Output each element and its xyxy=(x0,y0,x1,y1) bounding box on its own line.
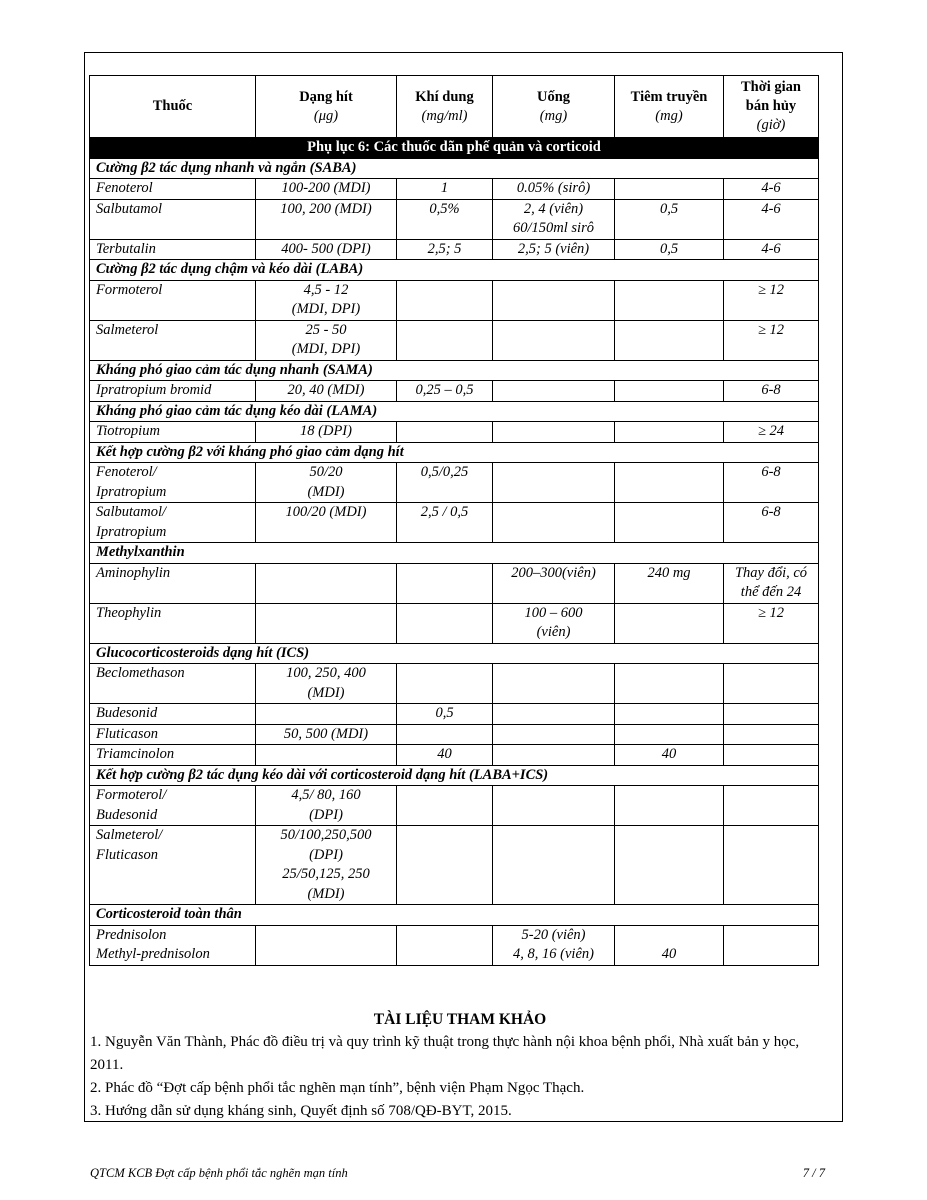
column-header xyxy=(90,76,256,138)
footer-doc-title: QTCM KCB Đợt cấp bệnh phổi tắc nghẽn mạn tính xyxy=(90,1166,348,1180)
table-row xyxy=(90,199,819,239)
cell-inhaled: 50/20 (MDI) xyxy=(256,463,397,503)
section-title: Kết hợp cường β2 tác dụng kéo dài với corticosteroid dạng hít (LABA+ICS) xyxy=(90,765,819,786)
cell-halflife: ≥ 12 xyxy=(724,320,819,360)
cell-injection xyxy=(615,320,724,360)
cell-oral xyxy=(493,724,615,745)
cell-halflife: ≥ 12 xyxy=(724,280,819,320)
column-header xyxy=(493,76,615,138)
cell-drug: Tiotropium xyxy=(90,422,256,443)
cell-halflife: Thay đổi, có thể đến 24 xyxy=(724,563,819,603)
table-row xyxy=(90,320,819,360)
column-header-unit: (mg) xyxy=(655,107,683,124)
cell-oral xyxy=(493,422,615,443)
cell-drug: Fenoterol/ Ipratropium xyxy=(90,463,256,503)
cell-inhaled: 400- 500 (DPI) xyxy=(256,239,397,260)
cell-nebulized xyxy=(397,422,493,443)
section-title: Kháng phó giao cảm tác dụng kéo dài (LAMA) xyxy=(90,401,819,422)
cell-drug: Formoterol/ Budesonid xyxy=(90,786,256,826)
cell-drug: Prednisolon Methyl-prednisolon xyxy=(90,925,256,965)
column-header-label: Dạng hít xyxy=(299,88,353,105)
cell-nebulized: 0,25 – 0,5 xyxy=(397,381,493,402)
section-title: Glucocorticosteroids dạng hít (ICS) xyxy=(90,643,819,664)
footer-page-number: 7 / 7 xyxy=(802,1166,825,1180)
cell-drug: Fenoterol xyxy=(90,179,256,200)
table-row xyxy=(90,563,819,603)
reference-item: 1. Nguyễn Văn Thành, Phác đồ điều trị và quy trình kỹ thuật trong thực hành nội khoa bệnh phổi, Nhà xuất bản y học, 2011. xyxy=(90,1034,800,1073)
column-header-label: Khí dung xyxy=(415,88,474,105)
section-title: Methylxanthin xyxy=(90,543,819,564)
table-row xyxy=(90,745,819,766)
cell-injection xyxy=(615,724,724,745)
cell-oral: 0.05% (sirô) xyxy=(493,179,615,200)
cell-inhaled xyxy=(256,563,397,603)
column-header-unit: (giờ) xyxy=(756,117,786,133)
cell-halflife xyxy=(724,786,819,826)
cell-drug: Salmeterol xyxy=(90,320,256,360)
cell-oral xyxy=(493,745,615,766)
cell-halflife xyxy=(724,664,819,704)
cell-drug: Terbutalin xyxy=(90,239,256,260)
column-header xyxy=(256,76,397,138)
page-footer xyxy=(90,1166,825,1181)
cell-inhaled xyxy=(256,745,397,766)
cell-halflife xyxy=(724,704,819,725)
cell-nebulized xyxy=(397,603,493,643)
column-header-unit: (μg) xyxy=(313,107,339,124)
cell-drug: Budesonid xyxy=(90,704,256,725)
cell-nebulized xyxy=(397,786,493,826)
cell-drug: Fluticason xyxy=(90,724,256,745)
cell-drug: Salmeterol/ Fluticason xyxy=(90,826,256,905)
table-row xyxy=(90,179,819,200)
cell-oral xyxy=(493,704,615,725)
cell-nebulized xyxy=(397,664,493,704)
references xyxy=(90,1008,830,1123)
cell-inhaled: 50/100,250,500 (DPI) 25/50,125, 250 (MDI) xyxy=(256,826,397,905)
section-title: Cường β2 tác dụng chậm và kéo dài (LABA) xyxy=(90,260,819,281)
table-row xyxy=(90,280,819,320)
cell-inhaled: 50, 500 (MDI) xyxy=(256,724,397,745)
column-header-label: Thuốc xyxy=(152,98,193,114)
cell-nebulized: 40 xyxy=(397,745,493,766)
cell-nebulized xyxy=(397,826,493,905)
cell-drug: Aminophylin xyxy=(90,563,256,603)
cell-injection: 0,5 xyxy=(615,239,724,260)
table-row xyxy=(90,664,819,704)
cell-nebulized xyxy=(397,925,493,965)
cell-injection xyxy=(615,179,724,200)
cell-injection xyxy=(615,704,724,725)
reference-item: 3. Hướng dẫn sử dụng kháng sinh, Quyết định số 708/QĐ-BYT, 2015. xyxy=(90,1103,512,1119)
column-header-label: Uống xyxy=(536,88,571,105)
section-title: Kháng phó giao cảm tác dụng nhanh (SAMA) xyxy=(90,360,819,381)
table-row xyxy=(90,704,819,725)
cell-halflife: 6-8 xyxy=(724,463,819,503)
cell-injection xyxy=(615,786,724,826)
section-row xyxy=(90,442,819,463)
cell-inhaled: 100, 250, 400 (MDI) xyxy=(256,664,397,704)
column-header-label: Tiêm truyền xyxy=(630,88,708,105)
cell-halflife: ≥ 24 xyxy=(724,422,819,443)
table-row xyxy=(90,826,819,905)
cell-oral: 2, 4 (viên) 60/150ml sirô xyxy=(493,199,615,239)
cell-halflife: 4-6 xyxy=(724,179,819,200)
cell-injection xyxy=(615,280,724,320)
cell-inhaled: 100-200 (MDI) xyxy=(256,179,397,200)
table-row xyxy=(90,422,819,443)
cell-nebulized: 0,5% xyxy=(397,199,493,239)
cell-oral xyxy=(493,786,615,826)
section-row xyxy=(90,401,819,422)
table-row xyxy=(90,503,819,543)
table-caption: Phụ lục 6: Các thuốc dãn phế quản và corticoid xyxy=(90,138,819,159)
cell-drug: Beclomethason xyxy=(90,664,256,704)
cell-halflife: 4-6 xyxy=(724,239,819,260)
cell-oral: 100 – 600 (viên) xyxy=(493,603,615,643)
section-row xyxy=(90,643,819,664)
cell-nebulized xyxy=(397,280,493,320)
column-header-unit: (mg) xyxy=(539,107,568,124)
cell-inhaled: 25 - 50 (MDI, DPI) xyxy=(256,320,397,360)
cell-oral xyxy=(493,463,615,503)
cell-nebulized xyxy=(397,563,493,603)
cell-injection xyxy=(615,381,724,402)
cell-drug: Theophylin xyxy=(90,603,256,643)
cell-injection xyxy=(615,422,724,443)
cell-halflife xyxy=(724,724,819,745)
section-title: Corticosteroid toàn thân xyxy=(90,905,819,926)
cell-inhaled: 20, 40 (MDI) xyxy=(256,381,397,402)
cell-halflife: 6-8 xyxy=(724,381,819,402)
cell-drug: Salbutamol/ Ipratropium xyxy=(90,503,256,543)
cell-drug: Formoterol xyxy=(90,280,256,320)
cell-injection xyxy=(615,463,724,503)
cell-halflife xyxy=(724,826,819,905)
cell-inhaled xyxy=(256,925,397,965)
cell-injection: 240 mg xyxy=(615,563,724,603)
cell-injection xyxy=(615,664,724,704)
cell-injection: 40 xyxy=(615,745,724,766)
cell-oral xyxy=(493,503,615,543)
cell-inhaled: 100, 200 (MDI) xyxy=(256,199,397,239)
table-row xyxy=(90,463,819,503)
cell-halflife: 4-6 xyxy=(724,199,819,239)
cell-injection: 40 xyxy=(615,925,724,965)
cell-nebulized: 0,5 xyxy=(397,704,493,725)
cell-oral: 5-20 (viên) 4, 8, 16 (viên) xyxy=(493,925,615,965)
table-row xyxy=(90,381,819,402)
column-header-label: Thời gian bán hủy xyxy=(740,79,801,114)
table-row xyxy=(90,786,819,826)
table-row xyxy=(90,925,819,965)
cell-oral: 200–300(viên) xyxy=(493,563,615,603)
column-header xyxy=(724,76,819,138)
column-header xyxy=(615,76,724,138)
references-title: TÀI LIỆU THAM KHẢO xyxy=(373,1011,547,1028)
cell-oral xyxy=(493,381,615,402)
cell-drug: Salbutamol xyxy=(90,199,256,239)
table-row xyxy=(90,603,819,643)
cell-inhaled: 18 (DPI) xyxy=(256,422,397,443)
section-row xyxy=(90,543,819,564)
reference-item: 2. Phác đồ “Đợt cấp bệnh phổi tắc nghẽn mạn tính”, bệnh viện Phạm Ngọc Thạch. xyxy=(90,1080,585,1096)
cell-inhaled: 4,5 - 12 (MDI, DPI) xyxy=(256,280,397,320)
cell-halflife: ≥ 12 xyxy=(724,603,819,643)
table-row xyxy=(90,724,819,745)
cell-nebulized: 0,5/0,25 xyxy=(397,463,493,503)
cell-halflife xyxy=(724,925,819,965)
cell-injection xyxy=(615,603,724,643)
table-row xyxy=(90,239,819,260)
cell-injection xyxy=(615,826,724,905)
cell-oral xyxy=(493,664,615,704)
cell-oral xyxy=(493,280,615,320)
cell-inhaled xyxy=(256,704,397,725)
cell-nebulized xyxy=(397,724,493,745)
cell-drug: Ipratropium bromid xyxy=(90,381,256,402)
cell-nebulized: 2,5 / 0,5 xyxy=(397,503,493,543)
cell-nebulized: 1 xyxy=(397,179,493,200)
cell-halflife: 6-8 xyxy=(724,503,819,543)
section-row xyxy=(90,260,819,281)
cell-nebulized xyxy=(397,320,493,360)
cell-injection xyxy=(615,503,724,543)
cell-nebulized: 2,5; 5 xyxy=(397,239,493,260)
section-row xyxy=(90,905,819,926)
cell-drug: Triamcinolon xyxy=(90,745,256,766)
section-row xyxy=(90,360,819,381)
column-header-unit: (mg/ml) xyxy=(421,107,468,124)
drug-table xyxy=(89,75,819,966)
cell-inhaled: 4,5/ 80, 160 (DPI) xyxy=(256,786,397,826)
section-row xyxy=(90,158,819,179)
section-title: Cường β2 tác dụng nhanh và ngắn (SABA) xyxy=(90,158,819,179)
section-title: Kết hợp cường β2 với kháng phó giao cảm dạng hít xyxy=(90,442,819,463)
cell-inhaled xyxy=(256,603,397,643)
column-header xyxy=(397,76,493,138)
cell-halflife xyxy=(724,745,819,766)
cell-injection: 0,5 xyxy=(615,199,724,239)
cell-oral xyxy=(493,826,615,905)
cell-inhaled: 100/20 (MDI) xyxy=(256,503,397,543)
cell-oral xyxy=(493,320,615,360)
section-row xyxy=(90,765,819,786)
cell-oral: 2,5; 5 (viên) xyxy=(493,239,615,260)
